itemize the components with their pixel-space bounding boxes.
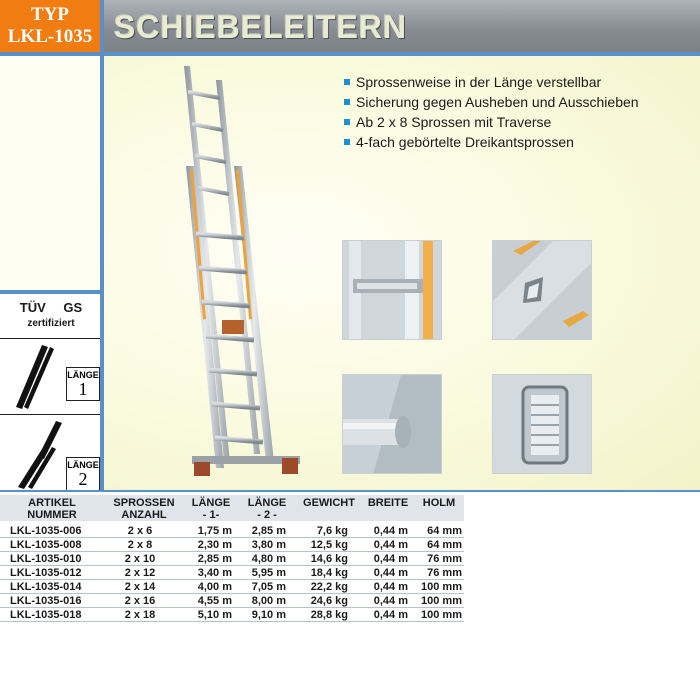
laenge-2-panel: [0, 414, 102, 492]
cell-artikel: LKL-1035-016: [10, 595, 82, 607]
table-row: [0, 566, 464, 580]
feature-item: Ab 2 x 8 Sprossen mit Traverse: [344, 112, 639, 132]
cell-holm: 100 mm: [421, 609, 462, 621]
table-row: [0, 524, 464, 538]
cell-laenge-2: 2,85 m: [251, 525, 286, 537]
cell-sprossen: 2 x 6: [127, 525, 153, 537]
table-header: [0, 495, 464, 521]
type-code: LKL-1035: [7, 26, 93, 47]
table-row: [0, 538, 464, 552]
cell-holm: 64 mm: [427, 525, 462, 537]
type-label: TYP: [31, 4, 69, 25]
cell-breite: 0,44 m: [373, 595, 408, 607]
cell-gewicht: 24,6 kg: [310, 595, 348, 607]
cell-gewicht: 18,4 kg: [310, 567, 348, 579]
cell-gewicht: 28,8 kg: [310, 609, 348, 621]
laenge-number: 2: [78, 469, 88, 489]
cell-laenge-1: 2,85 m: [197, 553, 232, 565]
cell-breite: 0,44 m: [373, 539, 408, 551]
cell-laenge-1: 1,75 m: [197, 525, 232, 537]
spec-table: [0, 492, 700, 700]
cell-laenge-2: 5,95 m: [251, 567, 286, 579]
laenge-1-panel: [0, 338, 102, 414]
frame-divider-header: [0, 52, 700, 56]
table-row: [0, 580, 464, 594]
cell-artikel: LKL-1035-018: [10, 609, 82, 621]
header-sprossen: SPROSSEN ANZAHL: [113, 497, 175, 521]
gs-mark: GS: [63, 300, 83, 315]
type-badge: [0, 0, 100, 52]
cell-laenge-2: 3,80 m: [251, 539, 286, 551]
detail-photo-rung-slot: [492, 240, 592, 340]
cell-holm: 100 mm: [421, 581, 462, 593]
cell-laenge-1: 2,30 m: [197, 539, 232, 551]
certification-box: [0, 294, 102, 338]
cell-laenge-2: 9,10 m: [251, 609, 286, 621]
feature-list: [344, 72, 639, 152]
tuv-mark: TÜV: [19, 300, 46, 315]
cell-laenge-1: 5,10 m: [197, 609, 232, 621]
header-breite: BREITE: [367, 497, 409, 509]
main-panel: [104, 52, 700, 492]
laenge-1-tag: [66, 367, 100, 401]
detail-photo-lock: [342, 240, 442, 340]
left-column-top: [0, 56, 100, 290]
cell-breite: 0,44 m: [373, 581, 408, 593]
detail-photo-rung-joint: [342, 374, 442, 474]
cell-sprossen: 2 x 10: [124, 553, 156, 565]
cell-breite: 0,44 m: [373, 567, 408, 579]
header-laenge-1: LÄNGE - 1-: [191, 497, 231, 521]
cell-sprossen: 2 x 18: [124, 609, 156, 621]
cell-sprossen: 2 x 8: [127, 539, 153, 551]
cell-laenge-2: 4,80 m: [251, 553, 286, 565]
cell-breite: 0,44 m: [373, 525, 408, 537]
cell-artikel: LKL-1035-010: [10, 553, 82, 565]
cell-laenge-1: 3,40 m: [197, 567, 232, 579]
frame-divider-left-top: [0, 290, 102, 294]
laenge-label: LÄNGE: [67, 370, 99, 380]
cell-laenge-1: 4,55 m: [197, 595, 232, 607]
cell-laenge-2: 7,05 m: [251, 581, 286, 593]
ladder-illustration: [164, 62, 304, 482]
cell-sprossen: 2 x 16: [124, 595, 156, 607]
title-bar: [104, 0, 700, 52]
cell-sprossen: 2 x 14: [124, 581, 156, 593]
cell-artikel: LKL-1035-006: [10, 525, 82, 537]
cell-breite: 0,44 m: [373, 553, 408, 565]
cell-holm: 64 mm: [427, 539, 462, 551]
page-title: SCHIEBELEITERN: [114, 9, 408, 45]
cell-holm: 76 mm: [427, 567, 462, 579]
retracted-ladder-icon: [8, 343, 68, 411]
cell-artikel: LKL-1035-008: [10, 539, 82, 551]
feature-item: Sprossenweise in der Länge verstellbar: [344, 72, 639, 92]
certification-label: zertifiziert: [27, 318, 75, 329]
laenge-number: 1: [78, 379, 88, 399]
feature-item: Sicherung gegen Ausheben und Ausschieben: [344, 92, 639, 112]
extended-ladder-icon: [8, 419, 68, 491]
detail-photo-rung-profile: [492, 374, 592, 474]
laenge-label: LÄNGE: [67, 460, 99, 470]
header-artikel: ARTIKEL NUMMER: [27, 497, 77, 521]
table-row: [0, 594, 464, 608]
cell-gewicht: 14,6 kg: [310, 553, 348, 565]
cell-laenge-2: 8,00 m: [251, 595, 286, 607]
table-row: [0, 552, 464, 566]
cell-sprossen: 2 x 12: [124, 567, 156, 579]
laenge-2-tag: [66, 457, 100, 491]
cell-gewicht: 7,6 kg: [316, 525, 348, 537]
cell-gewicht: 12,5 kg: [310, 539, 348, 551]
cell-laenge-1: 4,00 m: [197, 581, 232, 593]
cell-artikel: LKL-1035-014: [10, 581, 82, 593]
certification-marks: [0, 300, 102, 315]
header-gewicht: GEWICHT: [303, 497, 355, 509]
cell-holm: 76 mm: [427, 553, 462, 565]
cell-gewicht: 22,2 kg: [310, 581, 348, 593]
header-holm: HOLM: [422, 497, 456, 509]
cell-breite: 0,44 m: [373, 609, 408, 621]
cell-artikel: LKL-1035-012: [10, 567, 82, 579]
feature-item: 4-fach gebörtelte Dreikantsprossen: [344, 132, 639, 152]
table-row: [0, 608, 464, 622]
cell-holm: 100 mm: [421, 595, 462, 607]
header-laenge-2: LÄNGE - 2 -: [247, 497, 287, 521]
